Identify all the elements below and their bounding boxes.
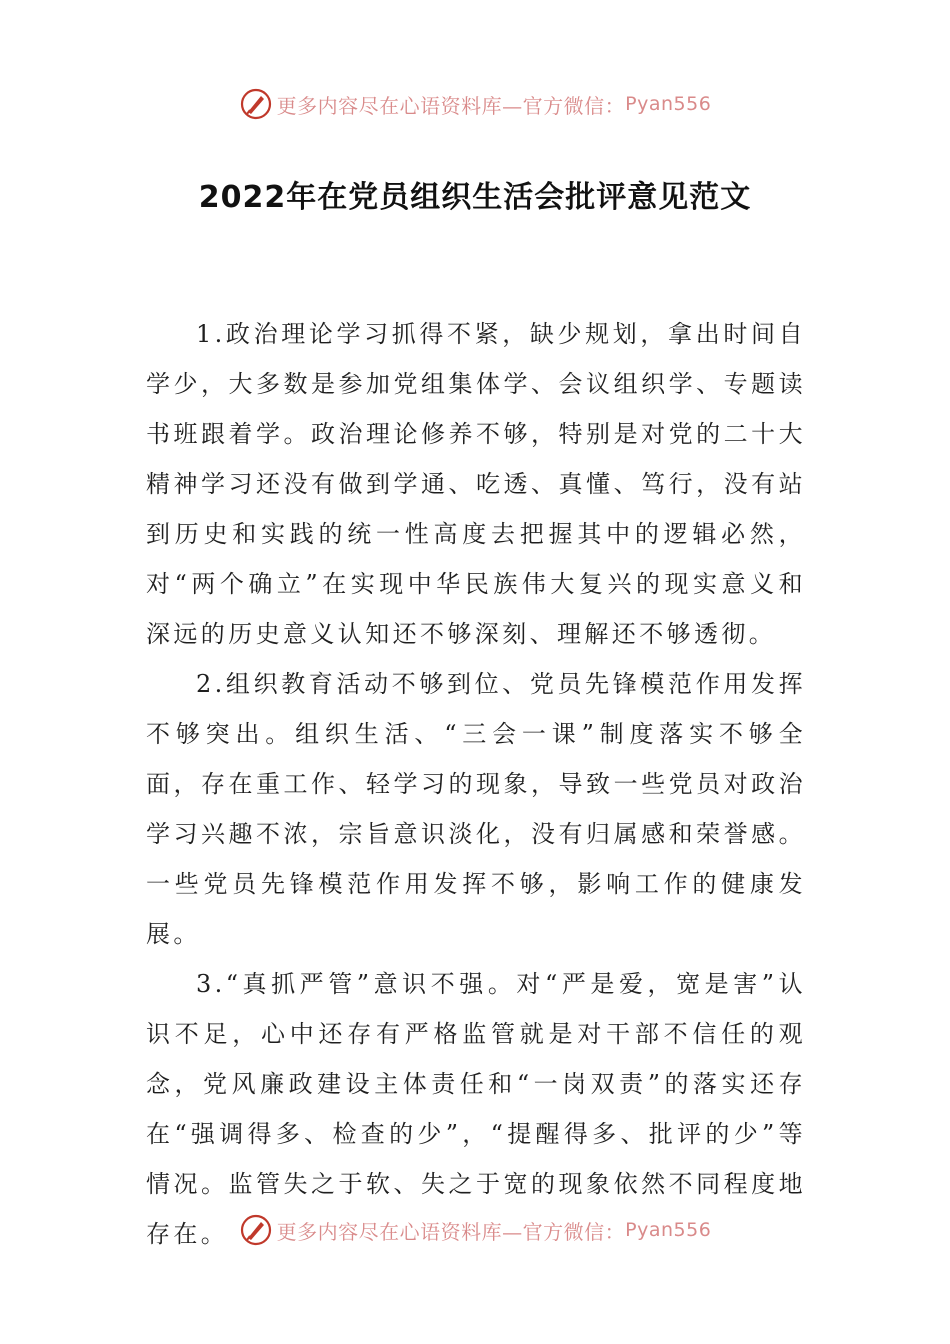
document-body — [146, 309, 806, 1259]
watermark-handle: Pyan556 — [625, 93, 712, 115]
header-watermark — [0, 84, 950, 124]
footer-watermark — [0, 1210, 950, 1250]
document-title: 2022年在党员组织生活会批评意见范文 — [198, 180, 752, 215]
paragraph: 1.政治理论学习抓得不紧，缺少规划，拿出时间自学少，大多数是参加党组集体学、会议组织学、专题读书班跟着学。政治理论修养不够，特别是对党的二十大精神学习还没有做到学通、吃透、真懂、笃行，没有站到历史和实践的统一性高度去把握其中的逻辑必然，对“两个确立”在实现中华民族伟大复兴的现实意义和深远的历史意义认知还不够深刻、理解还不够透彻。 — [146, 320, 806, 648]
watermark-text: 更多内容尽在心语资料库—官方微信： — [276, 93, 626, 118]
watermark-text: 更多内容尽在心语资料库—官方微信： — [276, 1219, 626, 1244]
quill-pen-logo-icon — [239, 87, 273, 121]
paragraph: 2.组织教育活动不够到位、党员先锋模范作用发挥不够突出。组织生活、“三会一课”制度落实不够全面，存在重工作、轻学习的现象，导致一些党员对政治学习兴趣不浓，宗旨意识淡化，没有归属感和荣誉感。一些党员先锋模范作用发挥不够，影响工作的健康发展。 — [146, 670, 806, 948]
paragraph: 3.“真抓严管”意识不强。对“严是爱，宽是害”认识不足，心中还存有严格监管就是对干部不信任的观念，党风廉政建设主体责任和“一岗双责”的落实还存在“强调得多、检查的少”，“提醒得多、批评的少”等情况。监管失之于软、失之于宽的现象依然不同程度地存在。 — [146, 970, 806, 1248]
watermark-handle: Pyan556 — [625, 1219, 712, 1241]
quill-pen-logo-icon — [239, 1213, 273, 1247]
